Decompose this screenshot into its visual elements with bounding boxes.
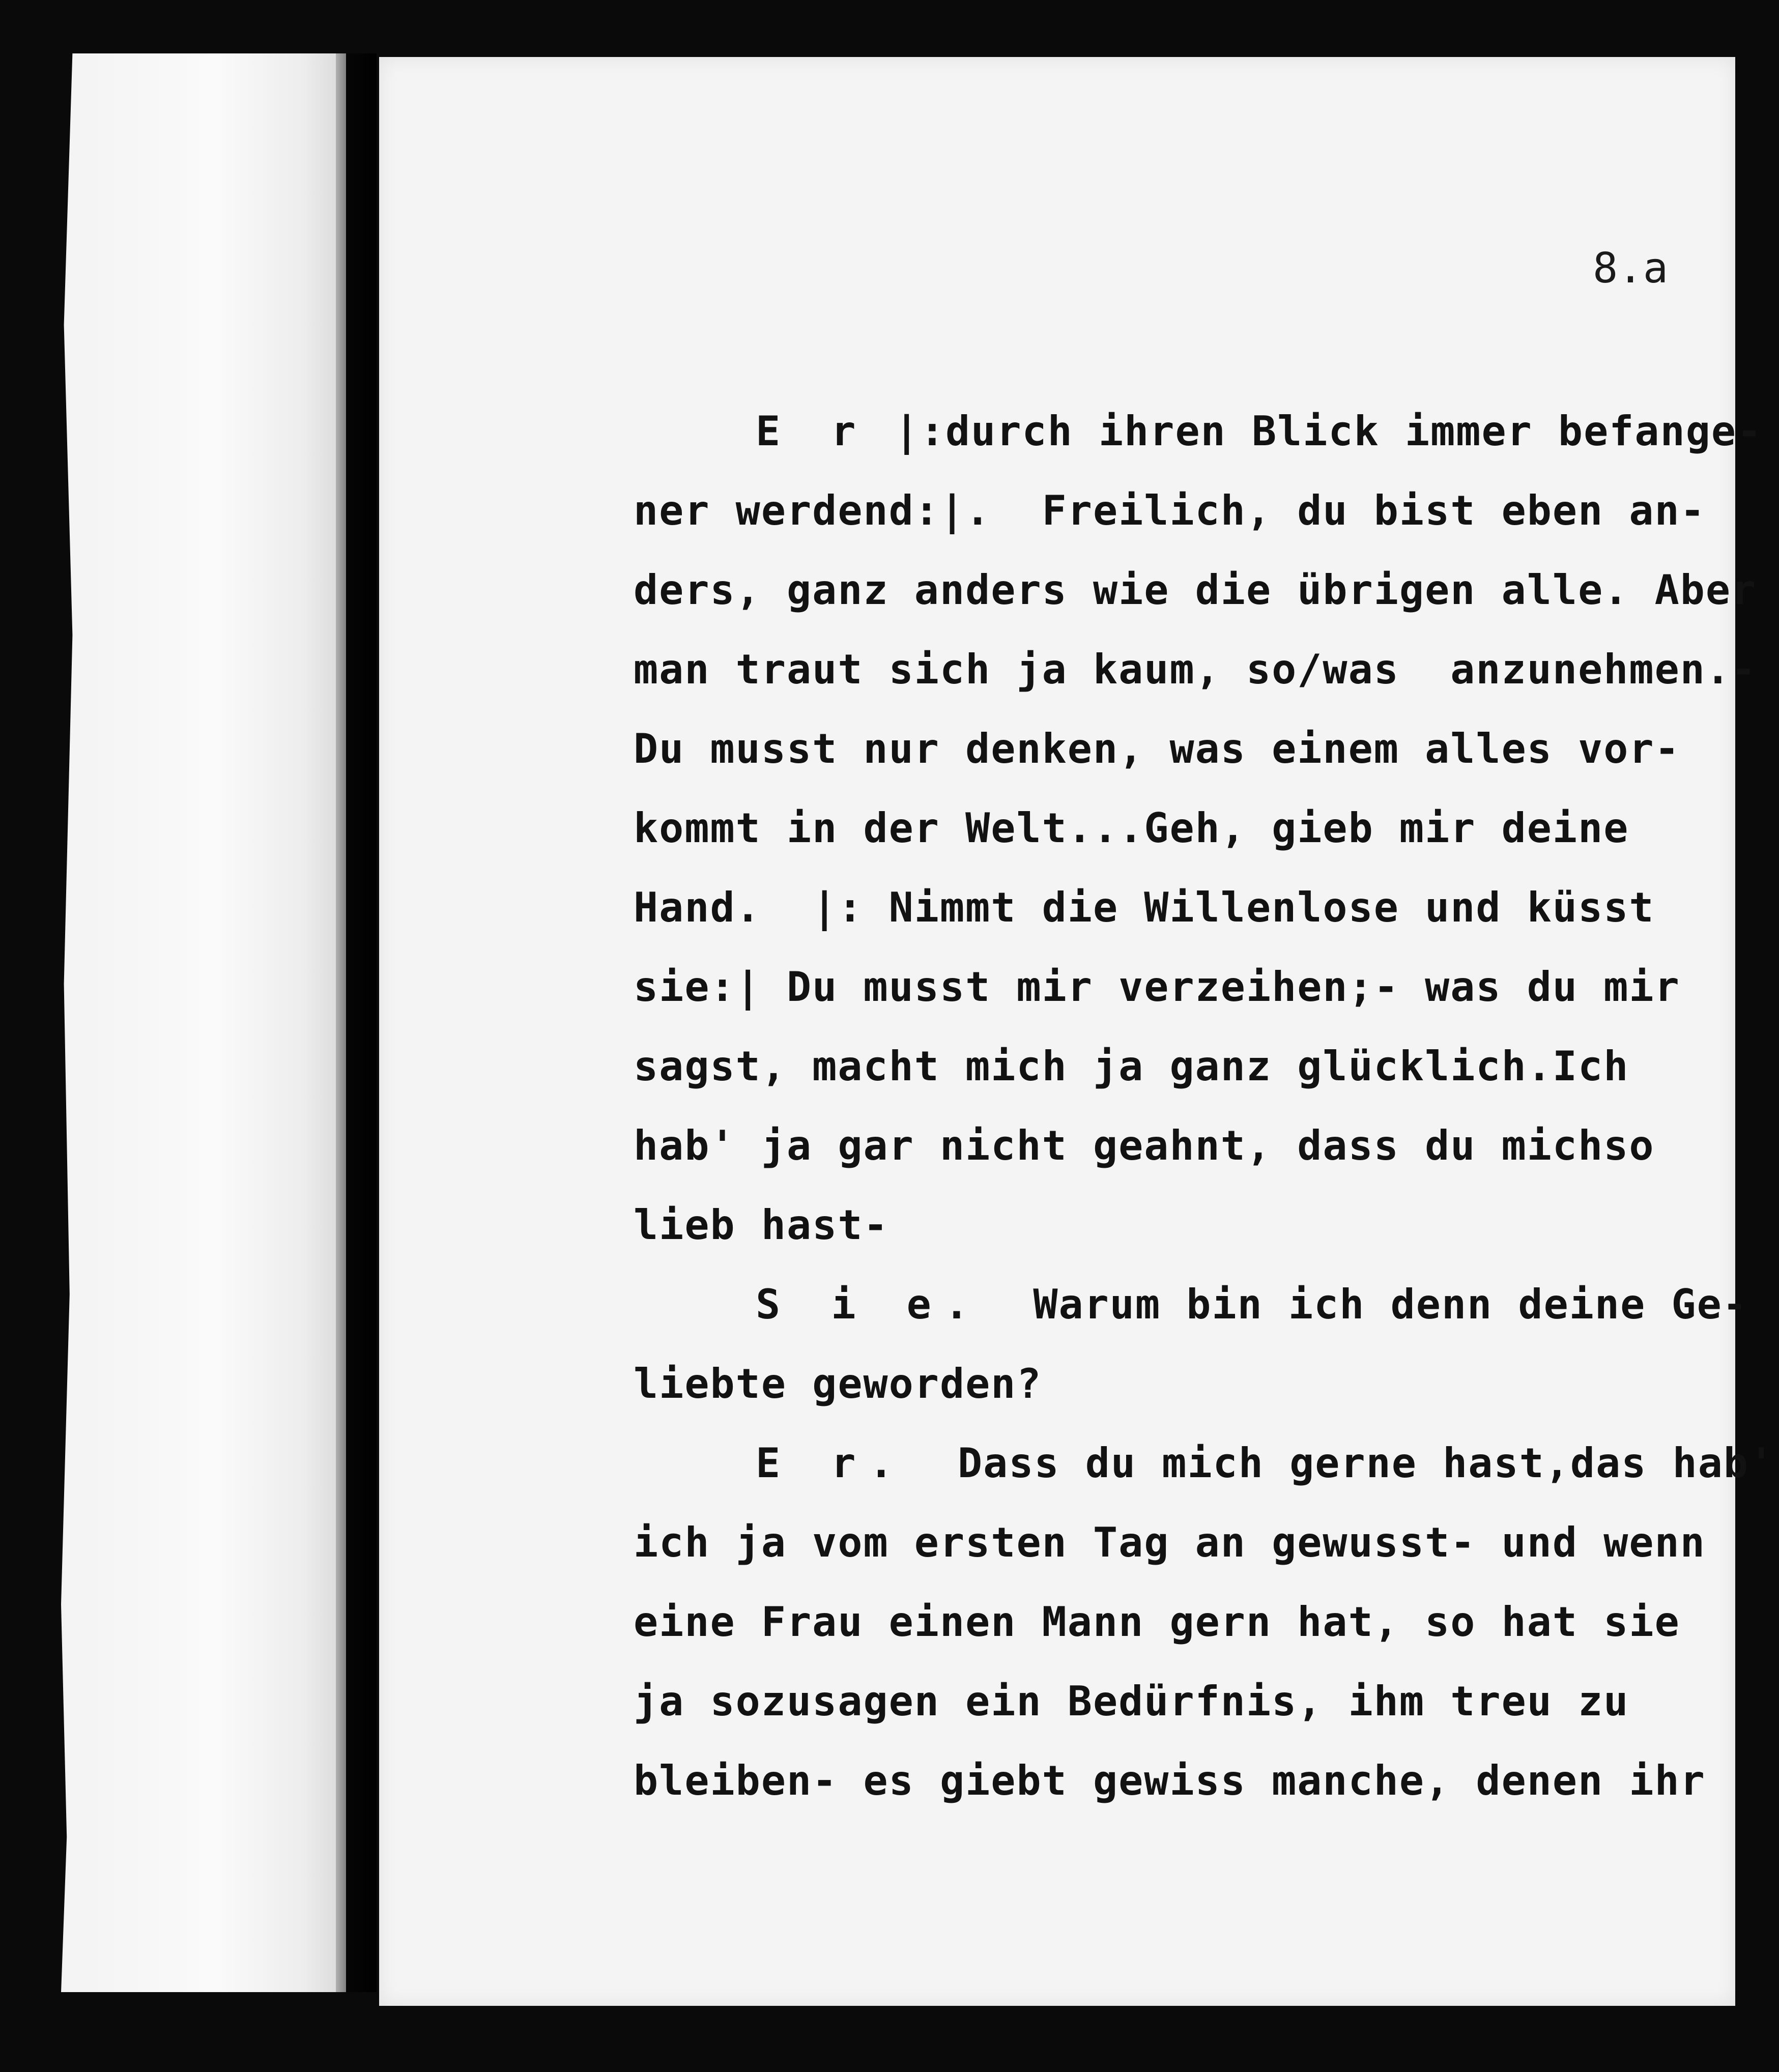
page-gutter-shadow <box>336 53 377 1992</box>
text-line <box>634 947 1702 1027</box>
speaker-label: E r. <box>756 1440 907 1487</box>
page-number: 8.a <box>1593 244 1669 293</box>
text-line <box>634 1741 1706 1821</box>
line-text: ich ja vom ersten Tag an gewusst- und wenn <box>634 1519 1706 1566</box>
text-line <box>634 630 1757 709</box>
text-line <box>634 1265 1748 1344</box>
text-line <box>634 1503 1706 1582</box>
text-line <box>634 551 1757 630</box>
line-text: sie:| Du musst mir verzeihen;- was du mir <box>634 963 1680 1011</box>
line-text: ja sozusagen ein Bedürfnis, ihm treu zu <box>634 1678 1629 1725</box>
text-line <box>634 471 1706 551</box>
speaker-label: S i e. <box>756 1281 982 1328</box>
line-text: man traut sich ja kaum, so/was anzunehmen.- <box>634 646 1757 693</box>
text-line <box>634 1186 1702 1265</box>
text-line <box>634 868 1702 947</box>
speaker-label: E r <box>756 408 869 455</box>
line-text: Du musst nur denken, was einem alles vor- <box>634 725 1680 772</box>
left-page-edge <box>61 53 346 1992</box>
text-line <box>634 709 1702 789</box>
line-text: sagst, macht mich ja ganz glücklich.Ich <box>634 1043 1629 1090</box>
line-text: kommt in der Welt...Geh, gieb mir deine <box>634 804 1629 852</box>
text-line <box>634 392 1763 471</box>
line-text: lieb hast- <box>634 1201 889 1249</box>
line-text: ders, ganz anders wie die übrigen alle. Aber <box>634 566 1757 614</box>
line-text: Hand. |: Nimmt die Willenlose und küsst <box>634 884 1655 931</box>
text-line <box>634 1582 1702 1662</box>
line-text: Warum bin ich denn deine Ge- <box>982 1281 1748 1328</box>
line-text: eine Frau einen Mann gern hat, so hat sie <box>634 1598 1680 1646</box>
text-line <box>634 1027 1702 1106</box>
text-line <box>634 1424 1775 1503</box>
line-text: bleiben- es giebt gewiss manche, denen ihr <box>634 1757 1706 1804</box>
text-line <box>634 1662 1702 1741</box>
text-line <box>634 1344 1702 1424</box>
line-text: liebte geworden? <box>634 1360 1042 1407</box>
text-line <box>634 1106 1702 1186</box>
line-text: Dass du mich gerne hast,das hab' <box>906 1440 1775 1487</box>
typescript-text <box>634 392 1775 1821</box>
line-text: hab' ja gar nicht geahnt, dass du michso <box>634 1122 1655 1169</box>
line-text: |:durch ihren Blick immer befange- <box>869 408 1763 455</box>
text-line <box>634 789 1702 868</box>
line-text: ner werdend:|. Freilich, du bist eben an- <box>634 487 1706 534</box>
